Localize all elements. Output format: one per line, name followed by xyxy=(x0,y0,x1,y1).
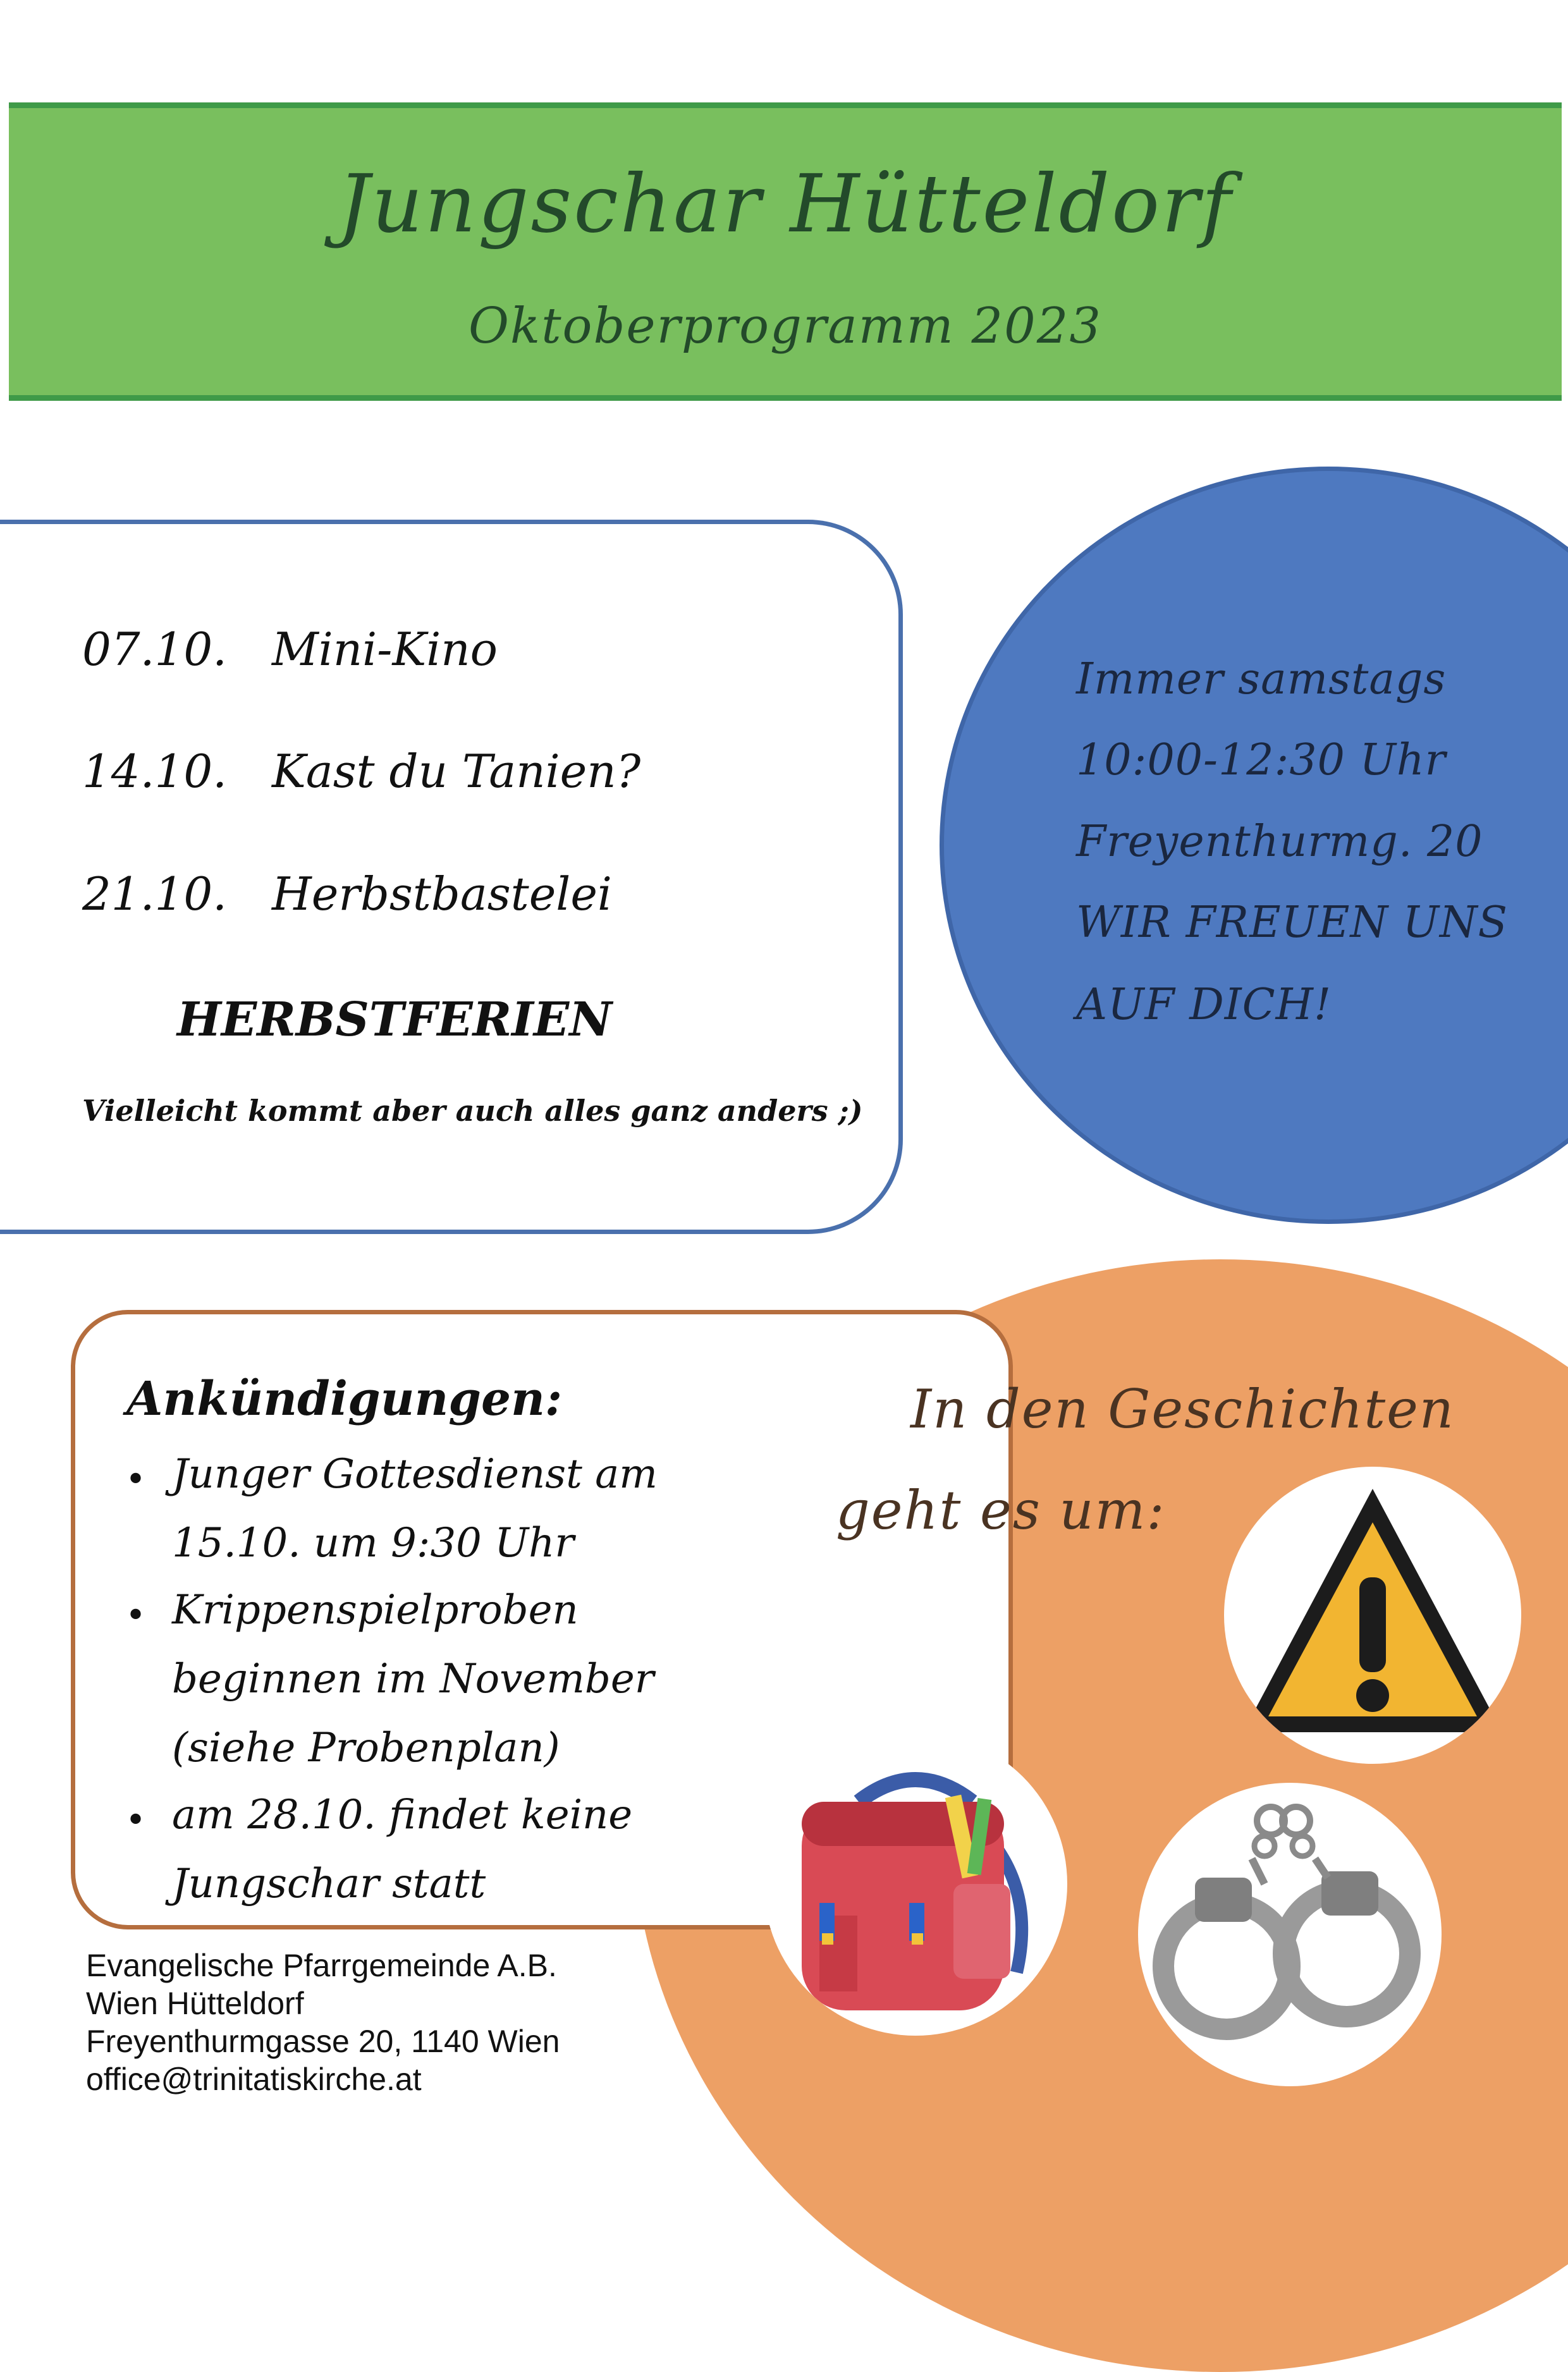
announcement-line: am 28.10. findet keine xyxy=(172,1792,633,1838)
page-subtitle: Oktoberprogramm 2023 xyxy=(468,298,1102,355)
info-line: WIR FREUEN UNS xyxy=(1076,898,1509,948)
event-title: Kast du Tanien? xyxy=(272,745,641,798)
announcement-line: Jungschar statt xyxy=(172,1861,486,1907)
warning-disc xyxy=(1224,1467,1521,1764)
address-line: Freyenthurmgasse 20, 1140 Wien xyxy=(86,2024,560,2059)
handcuffs-icon xyxy=(1138,1783,1442,2086)
header-banner xyxy=(9,102,1562,401)
bullet-icon: • xyxy=(125,1459,147,1500)
announcement-line: Junger Gottesdienst am xyxy=(172,1451,658,1498)
announcement-line: Krippenspielproben xyxy=(172,1587,579,1634)
announcement-line: 15.10. um 9:30 Uhr xyxy=(172,1520,574,1567)
event-title: Mini-Kino xyxy=(272,623,498,676)
bullet-icon: • xyxy=(125,1595,147,1636)
event-date: 21.10. xyxy=(82,867,228,920)
announcement-line: beginnen im November xyxy=(172,1656,654,1703)
event-date: 14.10. xyxy=(82,745,228,798)
warning-icon xyxy=(1224,1467,1521,1764)
event-date: 07.10. xyxy=(82,623,228,676)
email-link[interactable]: office@trinitatiskirche.at xyxy=(86,2062,422,2097)
backpack-disc xyxy=(764,1732,1067,2036)
event-title: Herbstbastelei xyxy=(272,867,612,920)
announcements-heading: Ankündigungen: xyxy=(126,1372,563,1426)
info-line: Immer samstags xyxy=(1076,654,1447,704)
page-title: Jungschar Hütteldorf xyxy=(338,157,1233,250)
event-item xyxy=(82,623,498,676)
info-line: Freyenthurmg. 20 xyxy=(1076,817,1483,867)
event-item xyxy=(82,867,612,920)
address-line: Wien Hütteldorf xyxy=(86,1986,304,2021)
stories-heading-line1: In den Geschichten xyxy=(910,1378,1455,1440)
event-item xyxy=(82,745,640,798)
backpack-icon xyxy=(764,1732,1067,2036)
handcuffs-disc xyxy=(1138,1783,1442,2086)
stories-heading-line2: geht es um: xyxy=(836,1479,1166,1541)
bullet-icon: • xyxy=(125,1800,147,1841)
program-note: Vielleicht kommt aber auch alles ganz anders ;) xyxy=(82,1094,863,1128)
address-line: Evangelische Pfarrgemeinde A.B. xyxy=(86,1948,557,1983)
info-line: 10:00-12:30 Uhr xyxy=(1076,735,1447,785)
holiday-label: HERBSTFERIEN xyxy=(177,993,612,1047)
announcement-line: (siehe Probenplan) xyxy=(172,1725,560,1771)
info-line: AUF DICH! xyxy=(1076,980,1332,1030)
